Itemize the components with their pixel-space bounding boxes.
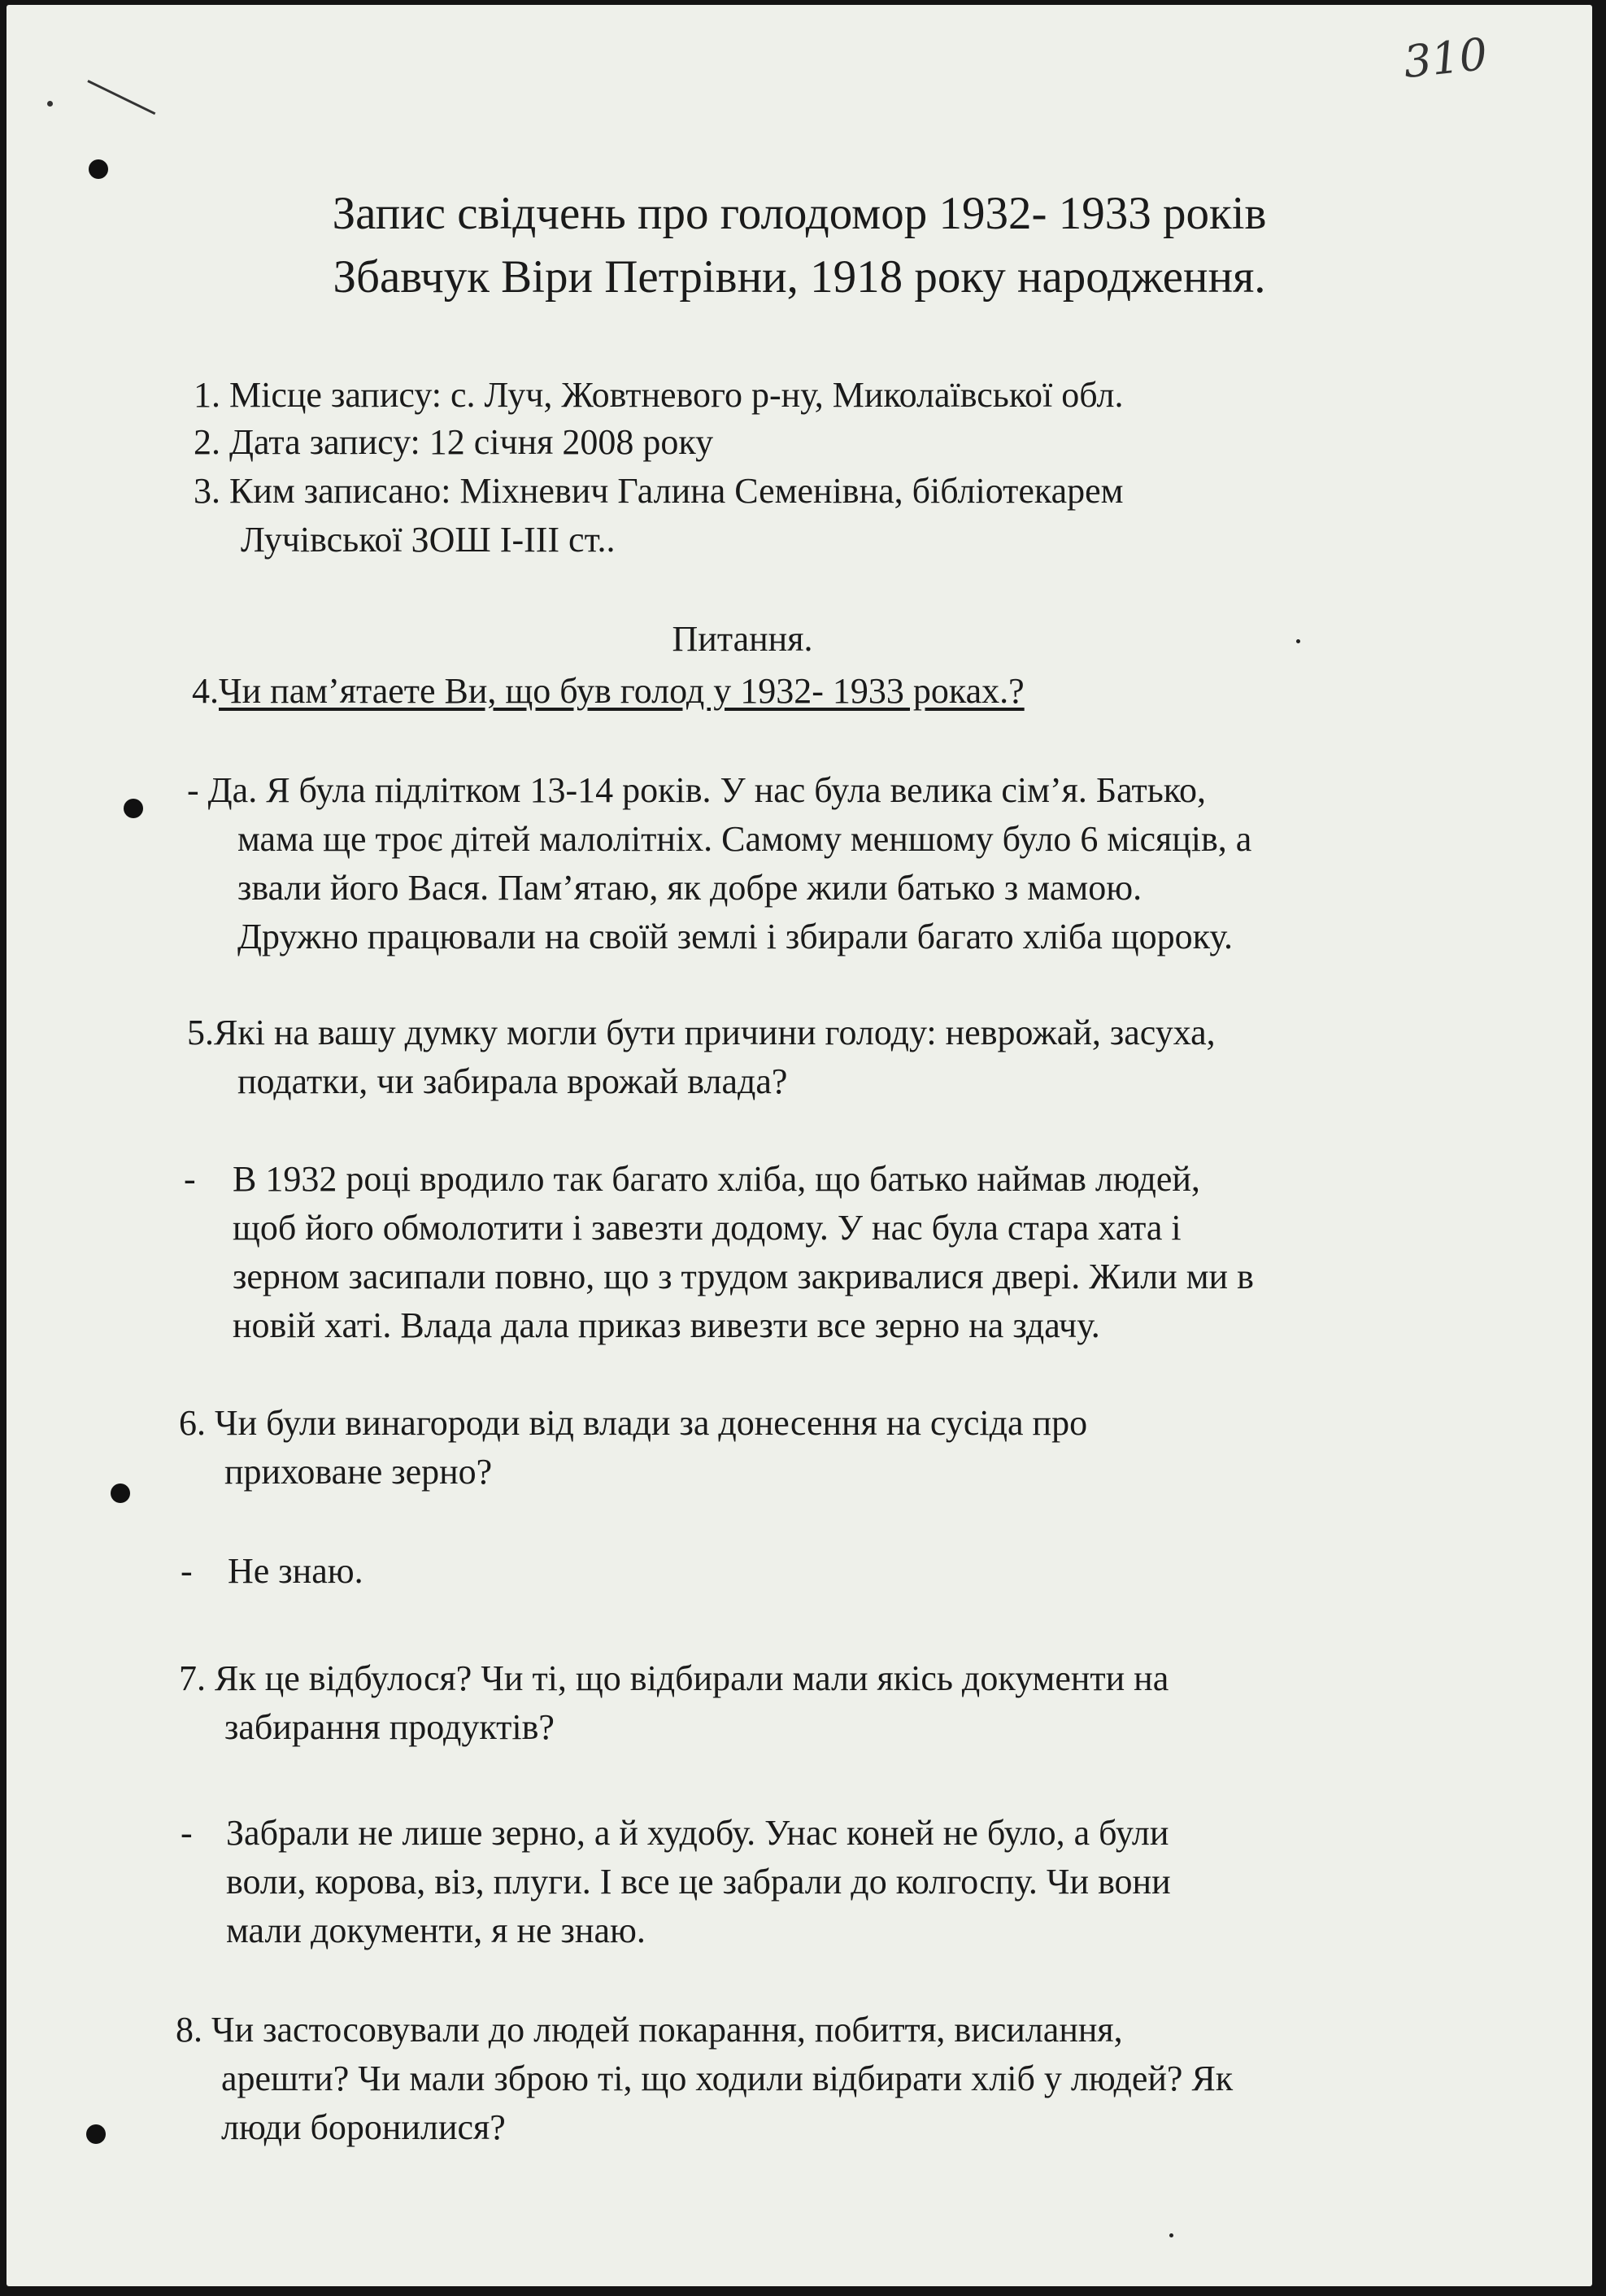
question-6-line: приховане зерно?	[224, 1452, 493, 1492]
question-5-line: 5.Які на вашу думку могли бути причини голоду: неврожай, засуха,	[187, 1013, 1216, 1052]
answer-7-dash: -	[181, 1813, 193, 1853]
question-4-text: Чи пам’ятаете Ви, що був голод у 1932- 1933 роках.?	[219, 671, 1025, 711]
question-7-line: 7. Як це відбулося? Чи ті, що відбирали мали якісь документи на	[179, 1658, 1169, 1698]
info-date: 2. Дата запису: 12 січня 2008 року	[194, 422, 714, 462]
punch-hole	[111, 1483, 130, 1503]
answer-4-line: - Да. Я була підлітком 13-14 років. У нас була велика сім’я. Батько,	[187, 770, 1206, 810]
answer-6-line: Не знаю.	[228, 1551, 363, 1591]
answer-7-line: воли, корова, віз, плуги. І все це забрали до колгоспу. Чи вони	[226, 1862, 1171, 1902]
answer-4-line: мама ще троє дітей малолітніх. Самому меншому було 6 місяців, а	[237, 819, 1252, 859]
question-8-line: люди боронилися?	[221, 2107, 506, 2147]
pencil-mark	[87, 80, 155, 115]
info-recorder: 3. Ким записано: Міхневич Галина Семенівна, бібліотекарем	[194, 471, 1124, 511]
question-4-number: 4.	[192, 671, 219, 711]
answer-5-line: В 1932 році вродило так багато хліба, що батько наймав людей,	[233, 1159, 1200, 1199]
document-title-line-1: Запис свідчень про голодомор 1932- 1933 років	[332, 188, 1267, 239]
punch-hole	[124, 799, 143, 818]
speck	[1169, 2233, 1173, 2237]
answer-4-line: звали його Вася. Пам’ятаю, як добре жили батько з мамою.	[237, 868, 1142, 908]
punch-hole	[86, 2124, 106, 2144]
section-title: Питання.	[672, 619, 813, 659]
info-place: 1. Місце запису: с. Луч, Жовтневого р-ну, Миколаївської обл.	[194, 375, 1124, 415]
answer-6-dash: -	[181, 1551, 193, 1591]
document-title-line-2: Збавчук Віри Петрівни, 1918 року народження.	[333, 251, 1266, 303]
answer-7-line: Забрали не лише зерно, а й худобу. Унас коней не було, а були	[226, 1813, 1169, 1853]
question-6-line: 6. Чи були винагороди від влади за донесення на сусіда про	[179, 1403, 1088, 1443]
document-page	[7, 5, 1592, 2286]
info-recorder-continued: Лучівської ЗОШ І-ІІІ ст..	[241, 520, 616, 560]
answer-4-line: Дружно працювали на своїй землі і збирали багато хліба щороку.	[237, 917, 1233, 956]
answer-5-line: новій хаті. Влада дала приказ вивезти все зерно на здачу.	[233, 1305, 1100, 1345]
answer-7-line: мали документи, я не знаю.	[226, 1910, 646, 1950]
answer-5-dash: -	[184, 1159, 196, 1199]
page-number: 310	[1400, 28, 1491, 89]
question-8-line: арешти? Чи мали зброю ті, що ходили відбирати хліб у людей? Як	[221, 2059, 1234, 2098]
answer-5-line: щоб його обмолотити і завезти додому. У нас була стара хата і	[233, 1208, 1182, 1248]
answer-5-line: зерном засипали повно, що з трудом закривалися двері. Жили ми в	[233, 1257, 1254, 1296]
question-5-line: податки, чи забирала врожай влада?	[237, 1061, 788, 1101]
question-7-line: забирання продуктів?	[224, 1707, 555, 1747]
question-8-line: 8. Чи застосовували до людей покарання, побиття, висилання,	[176, 2010, 1123, 2050]
pencil-dot	[47, 101, 53, 107]
punch-hole	[89, 159, 108, 179]
question-4	[192, 669, 1025, 714]
